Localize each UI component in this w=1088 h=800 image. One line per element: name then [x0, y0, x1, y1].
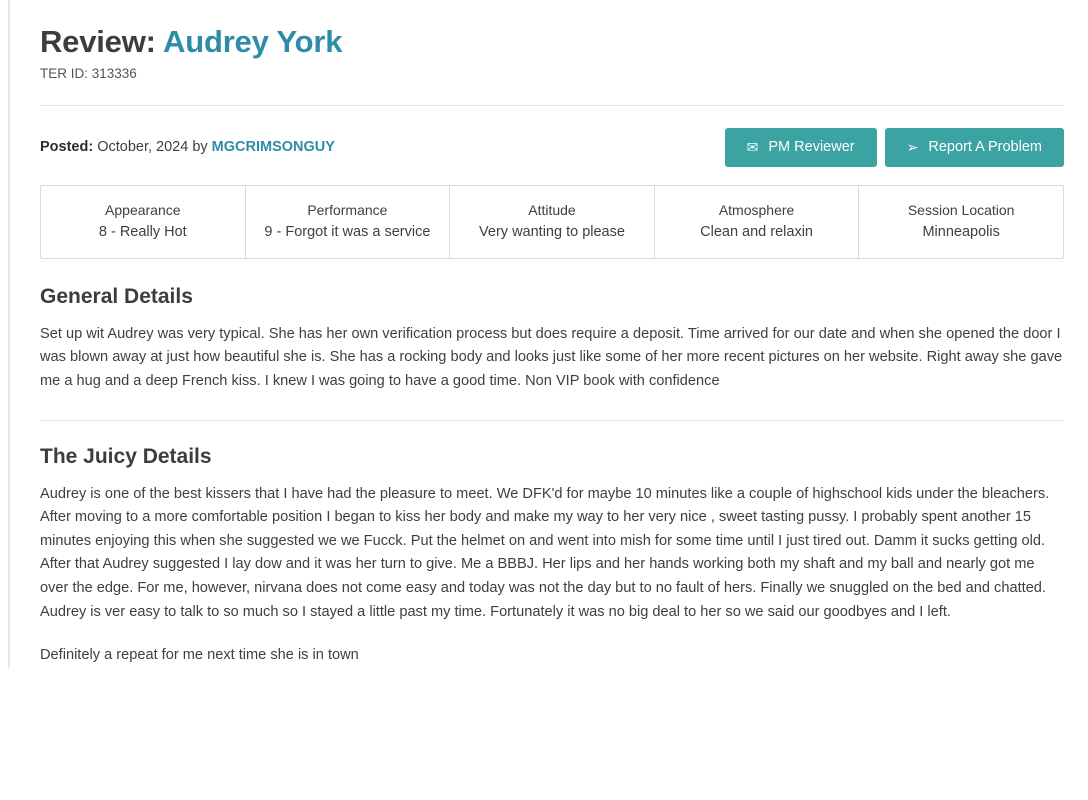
rating-label: Session Location [907, 201, 1015, 218]
rating-value: Clean and relaxin [700, 223, 813, 240]
rating-label: Appearance [105, 201, 181, 218]
action-buttons [725, 128, 1064, 167]
report-problem-button[interactable] [885, 128, 1064, 167]
review-page [8, 0, 1088, 668]
author-link[interactable]: MGCRIMSONGUY [211, 139, 335, 156]
pm-reviewer-label: PM Reviewer [768, 139, 855, 156]
general-details-text: Set up wit Audrey was very typical. She has her own verification process but does require a deposit. Time arrived for our date and when she opened the door I was blown away at just how beautiful she is. She has a rocking body and looks just like some of her more recent pictures on her website. Right away she gave me a hug and a deep French kiss. I knew I was going to have a good time. Non VIP book with confidence [40, 325, 1063, 389]
rating-cell-session-location [859, 186, 1063, 258]
arrow-icon: ➢ [906, 139, 919, 156]
juicy-details-text-2: Definitely a repeat for me next time she is in town [40, 647, 359, 664]
pm-reviewer-button[interactable] [725, 128, 877, 167]
rating-cell-performance [246, 186, 451, 258]
page-title-prefix: Review: [40, 24, 156, 59]
ratings-table [40, 185, 1064, 259]
report-problem-label: Report A Problem [928, 139, 1042, 156]
ter-id: TER ID: 313336 [40, 65, 137, 81]
rating-value: Very wanting to please [479, 223, 625, 240]
rating-label: Atmosphere [718, 201, 795, 218]
rating-label: Attitude [528, 201, 576, 218]
posted-label: Posted: [40, 139, 94, 156]
general-details-heading: General Details [40, 284, 193, 308]
section-divider [40, 420, 1064, 421]
rating-cell-attitude [450, 186, 655, 258]
rating-cell-atmosphere [655, 186, 860, 258]
juicy-details-heading: The Juicy Details [40, 444, 212, 468]
rating-label: Performance [307, 201, 388, 218]
juicy-details-text-1: Audrey is one of the best kissers that I have had the pleasure to meet. We DFK'd for maybe 10 minutes like a couple of highschool kids under the bleachers. After moving to a more comfortable position I began to kiss her body and make my way to her very nice , sweet tasting pussy. I probably spent another 15 minutes enjoying this when she suggested we we Fucck. Put the helmet on and went into mish for some time until I just tired out. Damm it sucks getting old. After that Audrey suggested I lay dow and it was her turn to give. Me a BBBJ. Her lips and her hands working both my shaft and my ball and nearly got me over the edge. For me, however, nirvana does not come easy and today was not the day but to no fault of hers. Finally we snuggled on the bed and chatted. Audrey is ver easy to talk to so much so I stayed a little past my time. Fortunately it was no big deal to her so we said our goodbyes and I left. [40, 485, 1050, 620]
rating-value: 9 - Forgot it was a service [264, 223, 431, 240]
reviewee-name: Audrey York [163, 24, 343, 59]
page-left-edge [8, 0, 10, 668]
page-title [40, 24, 1064, 60]
posted-info [40, 139, 335, 155]
envelope-icon: ✉ [746, 139, 759, 156]
posted-row [40, 106, 1064, 185]
posted-date: October, 2024 by [97, 139, 208, 156]
rating-value: 8 - Really Hot [98, 223, 187, 240]
rating-value: Minneapolis [922, 223, 1000, 240]
rating-cell-appearance [41, 186, 246, 258]
